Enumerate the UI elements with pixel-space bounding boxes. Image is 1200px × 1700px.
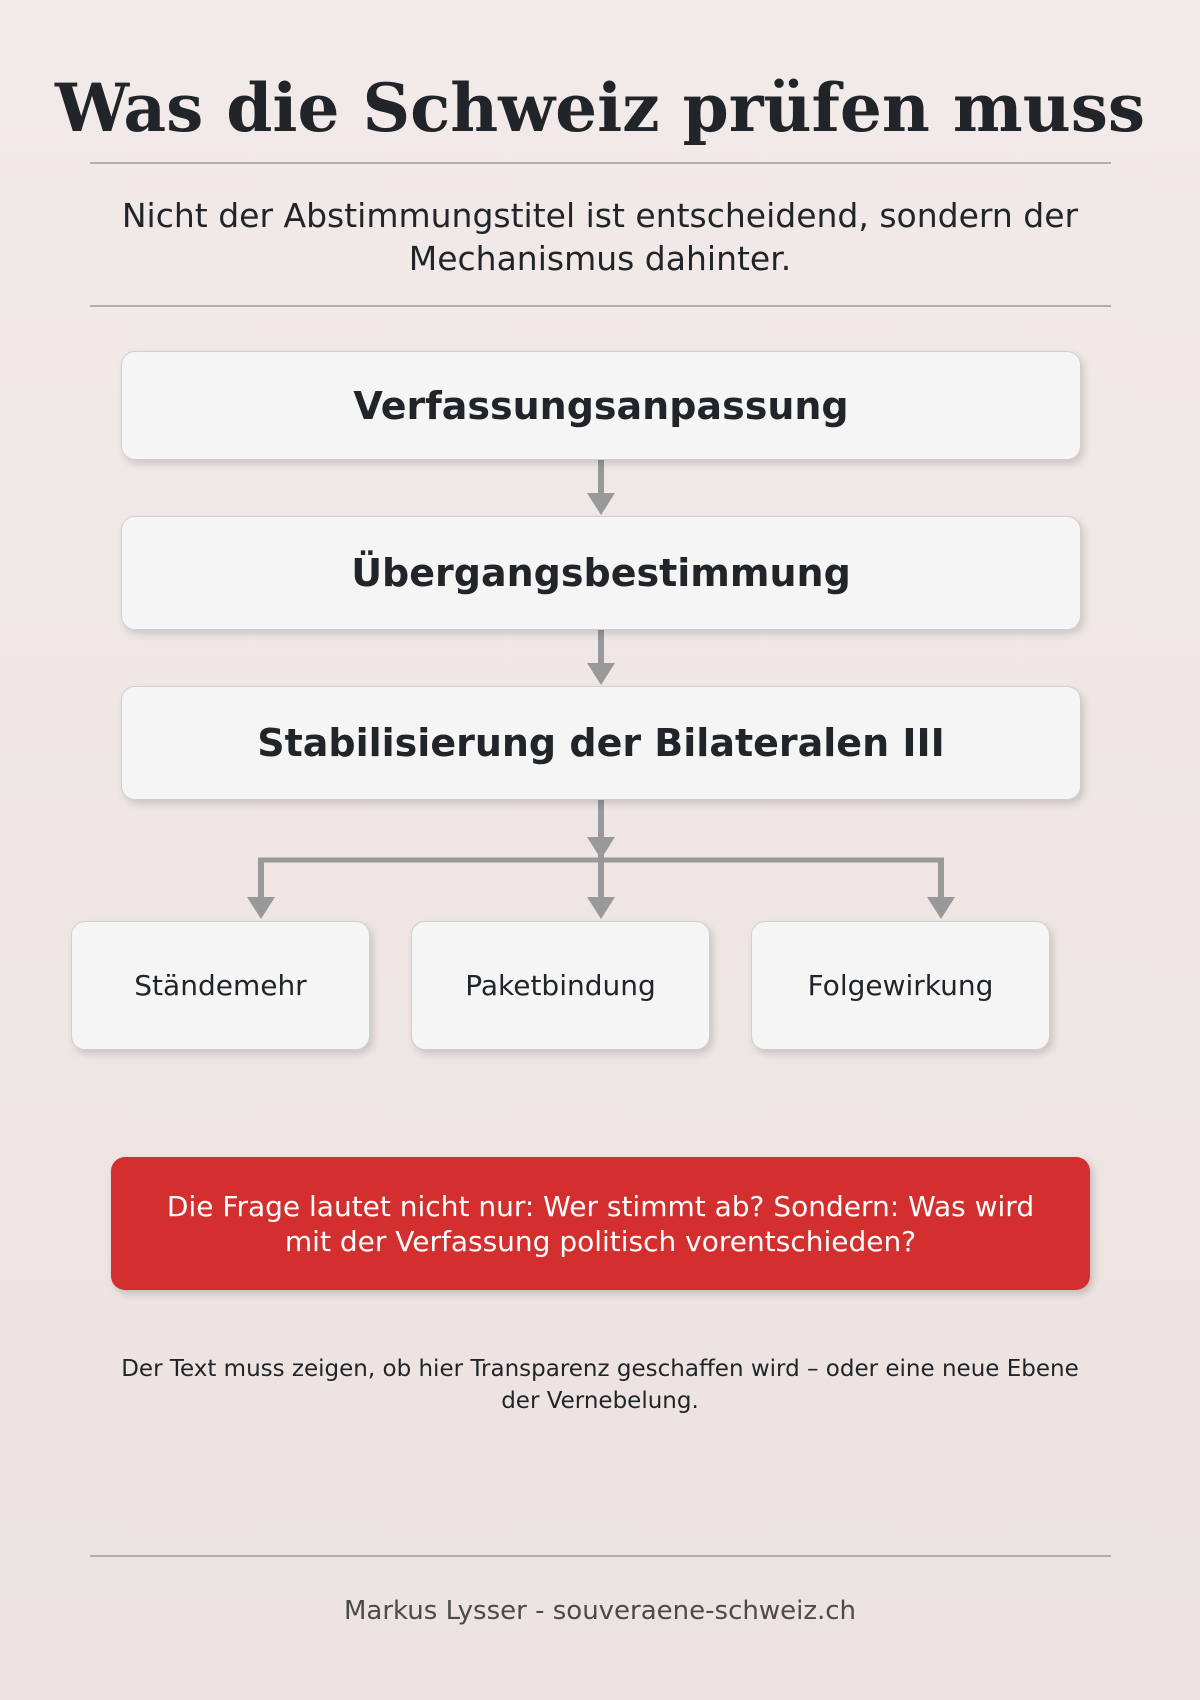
page-title: Was die Schweiz prüfen muss — [54, 69, 1146, 147]
step-stabilisierung-bilaterale: Stabilisierung der Bilateralen III — [121, 686, 1081, 800]
arrow-head — [247, 897, 275, 919]
footer-credit: Markus Lysser - souveraene-schweiz.ch — [343, 1596, 857, 1626]
arrow-head — [587, 493, 615, 515]
branch-paketbindung: Paketbindung — [411, 921, 710, 1050]
branch-folgewirkung: Folgewirkung — [751, 921, 1050, 1050]
arrow-head — [587, 897, 615, 919]
closing-note: Der Text muss zeigen, ob hier Transparenz geschaffen wird – oder eine neue Ebene der Vernebelung. — [121, 1356, 1079, 1414]
title-divider — [90, 162, 1111, 164]
branch-staendemehr: Ständemehr — [71, 921, 370, 1050]
subtitle-divider — [90, 305, 1111, 307]
step-verfassungsanpassung: Verfassungsanpassung — [121, 351, 1081, 460]
key-question-callout: Die Frage lautet nicht nur: Wer stimmt ab? Sondern: Was wird mit der Verfassung politisch vorentschieden? — [111, 1157, 1090, 1290]
arrow-head — [927, 897, 955, 919]
step-uebergangsbestimmung: Übergangsbestimmung — [121, 516, 1081, 630]
arrow-head — [587, 663, 615, 685]
subtitle: Nicht der Abstimmungstitel ist entscheidend, sondern der Mechanismus dahinter. — [121, 196, 1079, 278]
footer-divider — [90, 1555, 1111, 1557]
arrow-head — [587, 837, 615, 859]
